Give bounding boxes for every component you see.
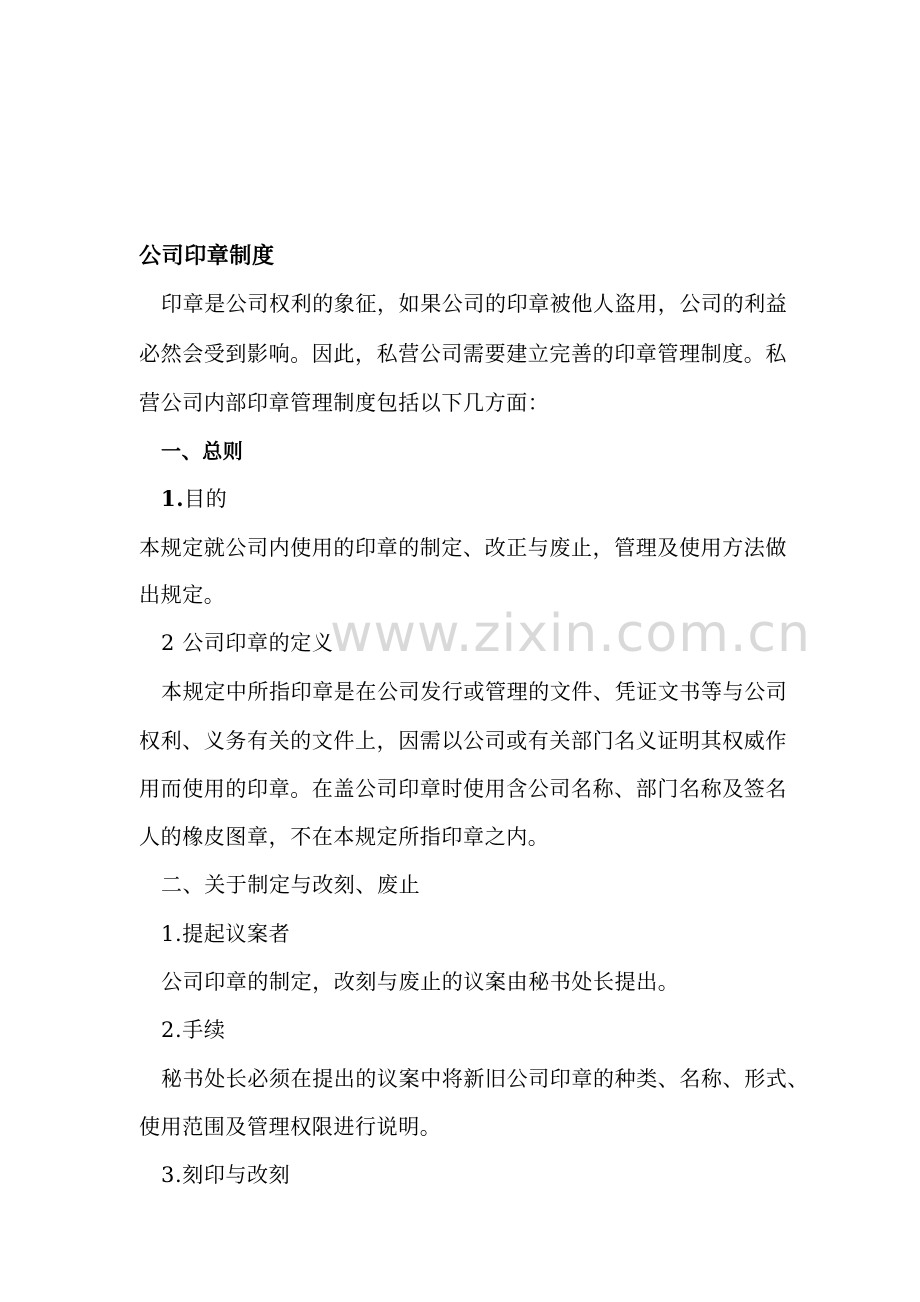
section-1-item-1-title bbox=[161, 485, 821, 513]
section-1-heading: 一、总则 bbox=[161, 439, 244, 463]
document-title: 公司印章制度 bbox=[139, 244, 275, 269]
section-2-heading: 二、关于制定与改刻、废止 bbox=[161, 873, 421, 897]
section-2-item-2-line-2: 使用范围及管理权限进行说明。 bbox=[139, 1115, 442, 1139]
intro-line-2: 必然会受到影响。因此，私营公司需要建立完善的印章管理制度。私 bbox=[139, 342, 787, 366]
section-2-item-3-title: 3.刻印与改刻 bbox=[161, 1163, 291, 1187]
watermark: www.zixin.com.cn bbox=[330, 604, 811, 664]
intro-line-3: 营公司内部印章管理制度包括以下几方面： bbox=[139, 391, 550, 415]
section-1-item-1-label: 目的 bbox=[184, 487, 228, 511]
section-1-item-2-line-4: 人的橡皮图章，不在本规定所指印章之内。 bbox=[139, 825, 550, 849]
section-1-item-2-line-2: 权利、义务有关的文件上，因需以公司或有关部门名义证明其权威作 bbox=[139, 729, 787, 753]
section-1-item-2-line-1: 本规定中所指印章是在公司发行或管理的文件、凭证文书等与公司 bbox=[161, 680, 788, 704]
intro-line-1: 印章是公司权利的象征，如果公司的印章被他人盗用，公司的利益 bbox=[161, 292, 788, 316]
section-2-item-1-text: 公司印章的制定，改刻与废止的议案由秘书处长提出。 bbox=[161, 970, 680, 994]
section-2-item-2-line-1: 秘书处长必须在提出的议案中将新旧公司印章的种类、名称、形式、 bbox=[161, 1067, 809, 1091]
section-1-item-1-line-2: 出规定。 bbox=[139, 583, 226, 607]
section-1-item-2-title: 2 公司印章的定义 bbox=[161, 631, 334, 655]
section-2-item-2-title: 2.手续 bbox=[161, 1018, 226, 1042]
section-1-item-1-number: 1. bbox=[161, 486, 185, 511]
section-2-item-1-title: 1.提起议案者 bbox=[161, 922, 291, 946]
section-1-item-1-line-1: 本规定就公司内使用的印章的制定、改正与废止，管理及使用方法做 bbox=[139, 536, 787, 560]
section-1-item-2-line-3: 用而使用的印章。在盖公司印章时使用含公司名称、部门名称及签名 bbox=[139, 777, 787, 801]
